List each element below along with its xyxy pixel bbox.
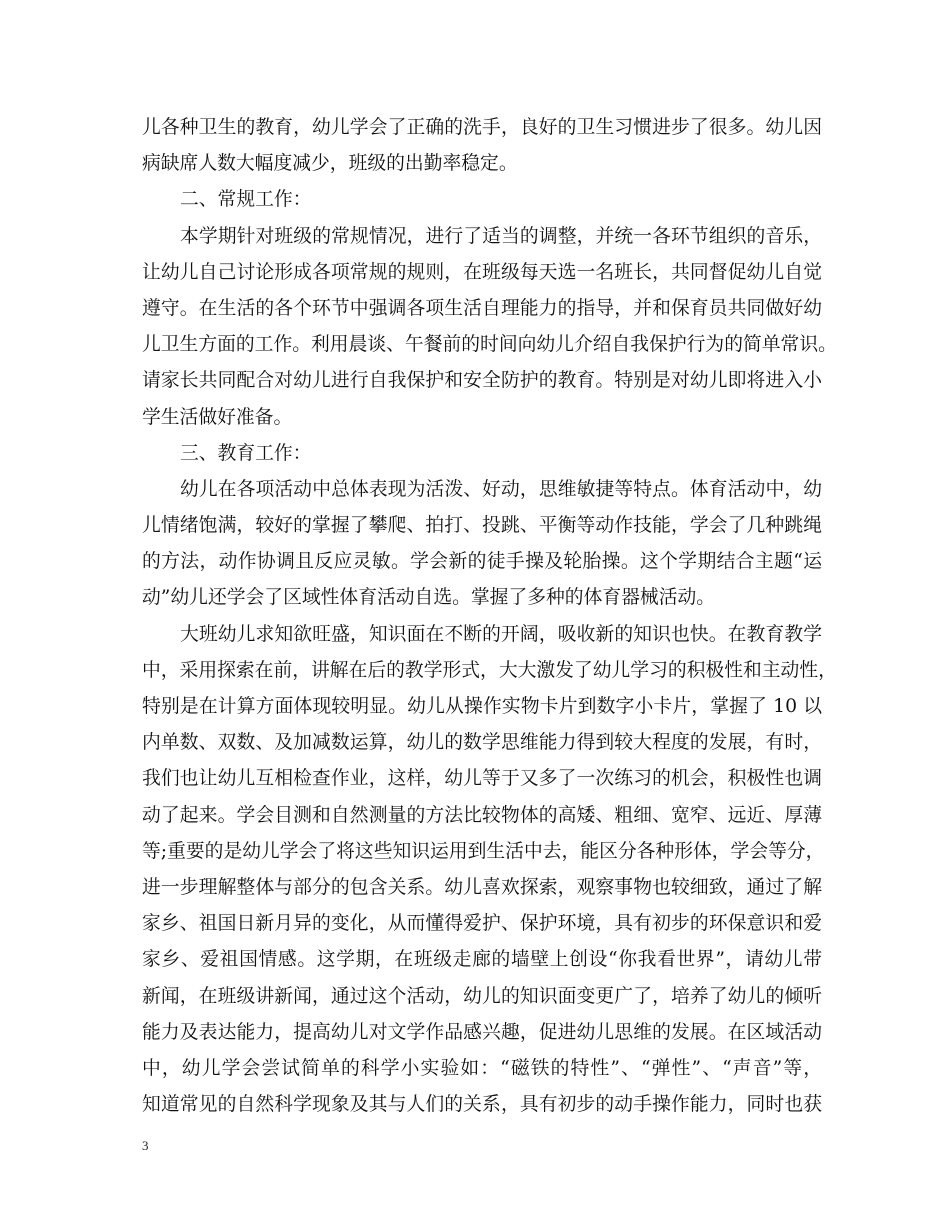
text-line: 遵守。在生活的各个环节中强调各项生活自理能力的指导，并和保育员共同做好幼 <box>142 297 822 319</box>
text-line: 儿情绪饱满，较好的掌握了攀爬、拍打、投跳、平衡等动作技能，学会了几种跳绳 <box>142 515 822 537</box>
text-line: 病缺席人数大幅度减少，班级的出勤率稳定。 <box>142 153 518 175</box>
text-line: 中，采用探索在前，讲解在后的教学形式，大大激发了幼儿学习的积极性和主动性， <box>142 659 837 681</box>
section-heading <box>142 436 822 472</box>
text-line: 本学期针对班级的常规情况，进行了适当的调整，并统一各环节组织的音乐， <box>180 225 822 247</box>
paragraph <box>142 617 837 1124</box>
text-line: 儿各种卫生的教育，幼儿学会了正确的洗手，良好的卫生习惯进步了很多。幼儿因 <box>142 117 822 138</box>
text-line: 能力及表达能力，提高幼儿对文学作品感兴趣，促进幼儿思维的发展。在区域活动 <box>142 1021 822 1043</box>
section-heading-text: 三、教育工作： <box>180 442 312 464</box>
text-line: 进一步理解整体与部分的包含关系。幼儿喜欢探索，观察事物也较细致，通过了解 <box>142 876 822 898</box>
text-line: 动”幼儿还学会了区域性体育活动自选。掌握了多种的体育器械活动。 <box>142 587 716 609</box>
text-line: 内单数、双数、及加减数运算，幼儿的数学思维能力得到较大程度的发展，有时， <box>142 732 822 754</box>
text-line: 家乡、祖国日新月异的变化，从而懂得爱护、保护环境，具有初步的环保意识和爱 <box>142 913 822 935</box>
text-line: 我们也让幼儿互相检查作业，这样，幼儿等于又多了一次练习的机会，积极性也调 <box>142 768 822 790</box>
section-heading <box>142 182 822 218</box>
text-line: 幼儿在各项活动中总体表现为活泼、好动，思维敏捷等特点。体育活动中，幼 <box>180 478 822 500</box>
page-number: 3 <box>142 1138 149 1153</box>
text-line: 的方法，动作协调且反应灵敏。学会新的徒手操及轮胎操。这个学期结合主题“运 <box>142 551 822 573</box>
paragraph <box>142 110 822 182</box>
text-line: 知道常见的自然科学现象及其与人们的关系，具有初步的动手操作能力，同时也获 <box>142 1094 822 1116</box>
document-body <box>142 110 837 1123</box>
section-heading-text: 二、常规工作： <box>180 189 312 211</box>
text-line: 等;重要的是幼儿学会了将这些知识运用到生活中去，能区分各种形体，学会等分， <box>142 840 825 862</box>
paragraph <box>142 472 822 617</box>
text-line: 学生活做好准备。 <box>142 406 293 428</box>
text-line: 中，幼儿学会尝试简单的科学小实验如：“磁铁的特性”、“弹性”、“声音”等， <box>142 1057 822 1079</box>
text-line: 让幼儿自己讨论形成各项常规的规则，在班级每天选一名班长，共同督促幼儿自觉 <box>142 261 822 283</box>
text-line: 新闻，在班级讲新闻，通过这个活动，幼儿的知识面变更广了，培养了幼儿的倾听 <box>142 985 822 1007</box>
text-line: 请家长共同配合对幼儿进行自我保护和安全防护的教育。特别是对幼儿即将进入小 <box>142 370 822 392</box>
text-line: 动了起来。学会目测和自然测量的方法比较物体的高矮、粗细、宽窄、远近、厚薄 <box>142 804 822 826</box>
text-line: 儿卫生方面的工作。利用晨谈、午餐前的时间向幼儿介绍自我保护行为的简单常识。 <box>142 334 837 356</box>
text-line: 特别是在计算方面体现较明显。幼儿从操作实物卡片到数字小卡片，掌握了 10 以 <box>142 696 822 717</box>
text-line: 家乡、爱祖国情感。这学期，在班级走廊的墙壁上创设“你我看世界”，请幼儿带 <box>142 949 822 971</box>
paragraph <box>142 219 837 436</box>
text-line: 大班幼儿求知欲旺盛，知识面在不断的开阔，吸收新的知识也快。在教育教学 <box>180 623 822 645</box>
